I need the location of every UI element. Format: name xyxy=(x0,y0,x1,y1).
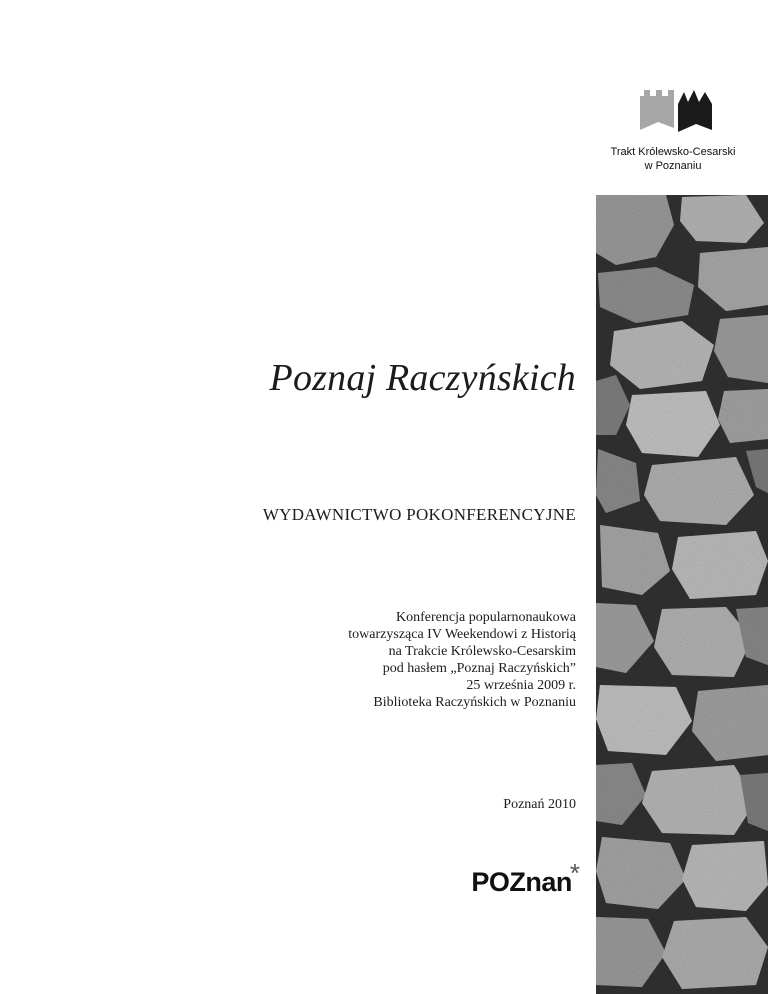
conference-line: pod hasłem „Poznaj Raczyńskich” xyxy=(382,661,576,676)
logo-caption xyxy=(598,145,748,173)
castle-towers-icon xyxy=(638,86,718,138)
conference-info xyxy=(348,609,576,711)
asterisk-icon: * xyxy=(569,858,580,888)
logo-caption-line: Trakt Królewsko-Cesarski xyxy=(610,146,736,158)
publication-subtitle: WYDAWNICTWO POKONFERENCYJNE xyxy=(262,505,576,524)
place-year: Poznań 2010 xyxy=(503,797,576,812)
conference-line: Konferencja popularnonaukowa xyxy=(396,610,576,625)
logo-caption-line: w Poznaniu xyxy=(644,160,702,172)
page-title: Poznaj Raczyńskich xyxy=(269,357,576,399)
conference-line: Biblioteka Raczyńskich w Poznaniu xyxy=(373,695,576,710)
stone-wall-photo xyxy=(596,195,768,994)
conference-line: towarzysząca IV Weekendowi z Historią xyxy=(348,627,576,642)
poznan-logo xyxy=(471,858,580,902)
conference-line: na Trakcie Królewsko-Cesarskim xyxy=(388,644,576,659)
poznan-logo-text: POZnan xyxy=(471,867,572,897)
conference-line: 25 września 2009 r. xyxy=(466,678,576,693)
